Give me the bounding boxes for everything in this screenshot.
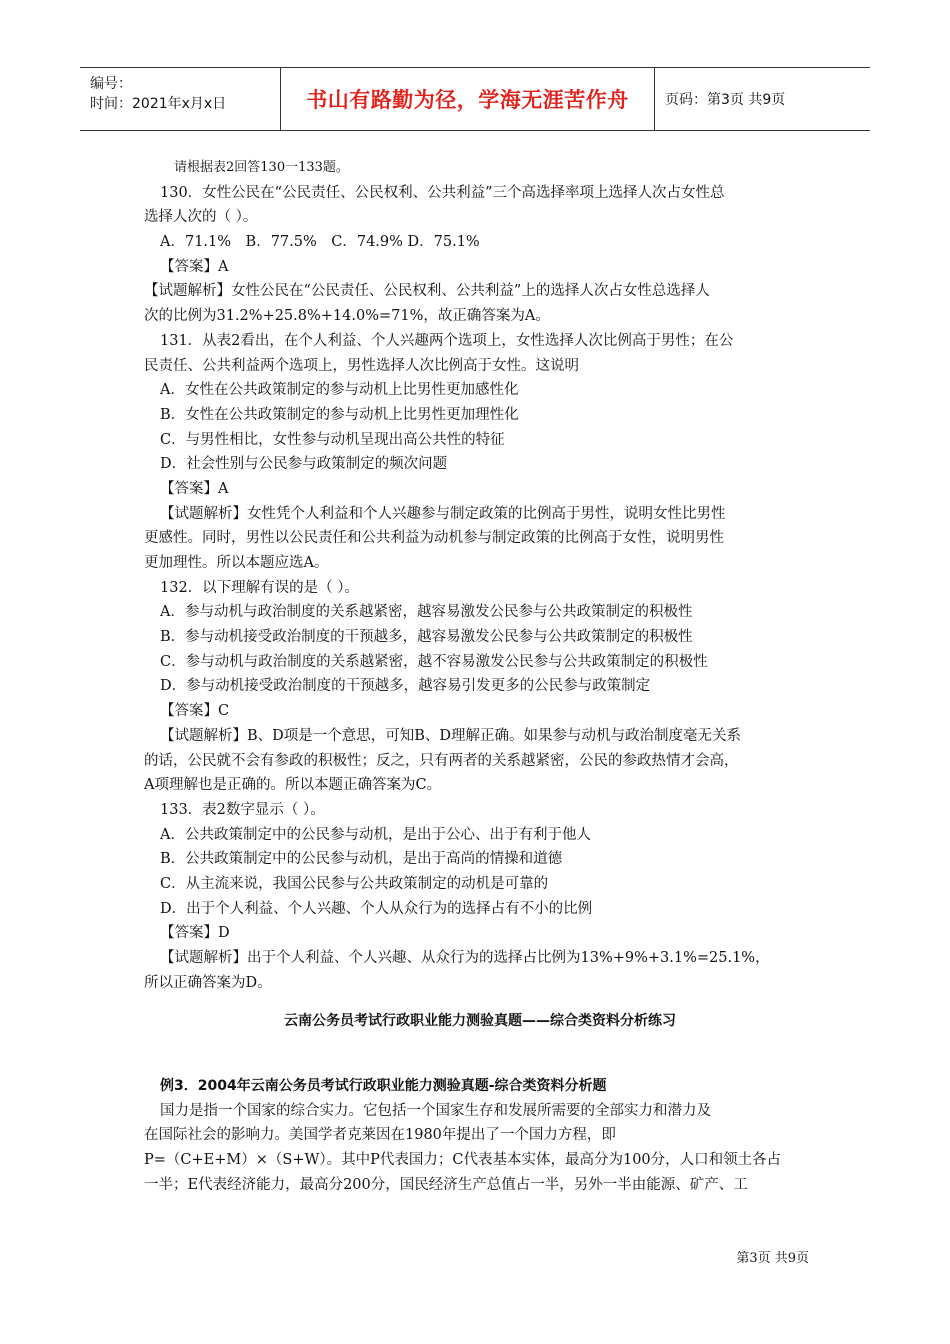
question-131-cont: 民责任、公共利益两个选项上，男性选择人次比例高于女性。这说明 bbox=[144, 357, 579, 374]
analysis-131: 【试题解析】女性凭个人利益和个人兴趣参与制定政策的比例高于男性，说明女性比男性 bbox=[160, 505, 726, 522]
option-132-b: B．参与动机接受政治制度的干预越多，越容易激发公民参与公共政策制定的积极性 bbox=[160, 629, 693, 646]
page-footer: 第3页 共9页 bbox=[736, 1251, 809, 1266]
paragraph-line: 在国际社会的影响力。美国学者克莱因在1980年提出了一个国力方程，即 bbox=[144, 1127, 616, 1144]
option-133-c: C．从主流来说，我国公民参与公共政策制定的动机是可靠的 bbox=[160, 875, 549, 892]
option-132-c: C．参与动机与政治制度的关系越紧密，越不容易激发公民参与公共政策制定的积极性 bbox=[160, 653, 708, 670]
question-132: 132．以下理解有误的是（ ）。 bbox=[160, 579, 360, 596]
number-label: 编号： bbox=[90, 76, 132, 92]
time-label: 时间：2021年x月x日 bbox=[90, 96, 227, 112]
option-131-c: C．与男性相比，女性参与动机呈现出高公共性的特征 bbox=[160, 431, 505, 448]
question-130-cont: 选择人次的（ ）。 bbox=[144, 209, 258, 226]
question-131: 131．从表2看出，在个人利益、个人兴趣两个选项上，女性选择人次比例高于男性；在公 bbox=[160, 332, 734, 349]
option-131-b: B．女性在公共政策制定的参与动机上比男性更加理性化 bbox=[160, 406, 519, 423]
analysis-130: 【试题解析】女性公民在“公民责任、公民权利、公共利益”上的选择人次占女性总选择人 bbox=[144, 283, 710, 300]
option-133-a: A．公共政策制定中的公民参与动机，是出于公心、出于有利于他人 bbox=[160, 826, 591, 843]
document-body bbox=[144, 156, 816, 1198]
analysis-131-cont: 更感性。同时，男性以公民责任和公共利益为动机参与制定政策的比例高于女性，说明男性 bbox=[144, 530, 724, 547]
option-133-b: B．公共政策制定中的公民参与动机，是出于高尚的情操和道德 bbox=[160, 851, 563, 868]
instruction-line: 请根据表2回答130一133题。 bbox=[174, 160, 349, 175]
page-header bbox=[80, 67, 870, 131]
answer-132: 【答案】C bbox=[160, 703, 230, 720]
question-133: 133．表2数字显示（ ）。 bbox=[160, 801, 325, 818]
answer-130: 【答案】A bbox=[160, 258, 229, 275]
option-132-d: D．参与动机接受政治制度的干预越多，越容易引发更多的公民参与政策制定 bbox=[160, 678, 651, 695]
analysis-132-cont: 的话，公民就不会有参政的积极性；反之，只有两者的关系越紧密，公民的参政热情才会高， bbox=[144, 752, 739, 769]
analysis-133: 【试题解析】出于个人利益、个人兴趣、从众行为的选择占比例为13%+9%+3.1%=25.1%， bbox=[160, 950, 770, 966]
analysis-132: 【试题解析】B、D项是一个意思，可知B、D理解正确。如果参与动机与政治制度毫无关系 bbox=[160, 727, 742, 744]
paragraph-line: 国力是指一个国家的综合实力。它包括一个国家生存和发展所需要的全部实力和潜力及 bbox=[160, 1102, 711, 1119]
option-132-a: A．参与动机与政治制度的关系越紧密，越容易激发公民参与公共政策制定的积极性 bbox=[160, 604, 693, 621]
analysis-130-cont: 次的比例为31.2%+25.8%+14.0%=71%，故正确答案为A。 bbox=[144, 308, 550, 325]
option-133-d: D．出于个人利益、个人兴趣、个人从众行为的选择占有不小的比例 bbox=[160, 900, 593, 917]
paragraph-line: P=（C+E+M）×（S+W）。其中P代表国力；C代表基本实体，最高分为100分，人口和领土各占 bbox=[144, 1152, 782, 1169]
option-131-a: A．女性在公共政策制定的参与动机上比男性更加感性化 bbox=[160, 382, 519, 399]
options-130: A．71.1% B．77.5% C．74.9% D．75.1% bbox=[160, 234, 480, 251]
answer-133: 【答案】D bbox=[160, 925, 230, 942]
header-meta bbox=[80, 68, 281, 130]
paragraph-line: 一半；E代表经济能力，最高分200分，国民经济生产总值占一半，另外一半由能源、矿产、工 bbox=[144, 1176, 748, 1193]
header-motto: 书山有路勤为径，学海无涯苦作舟 bbox=[281, 68, 655, 130]
analysis-133-cont: 所以正确答案为D。 bbox=[144, 974, 272, 991]
option-131-d: D．社会性别与公民参与政策制定的频次问题 bbox=[160, 456, 448, 473]
answer-131: 【答案】A bbox=[160, 480, 229, 497]
header-page-label: 页码：第3页 共9页 bbox=[665, 92, 786, 108]
section-title: 云南公务员考试行政职业能力测验真题——综合类资料分析练习 bbox=[284, 1013, 676, 1030]
analysis-131-end: 更加理性。所以本题应选A。 bbox=[144, 555, 329, 571]
example-title: 例3．2004年云南公务员考试行政职业能力测验真题-综合类资料分析题 bbox=[160, 1078, 607, 1095]
analysis-132-end: A项理解也是正确的。所以本题正确答案为C。 bbox=[144, 777, 442, 794]
question-130: 130．女性公民在“公民责任、公民权利、公共利益”三个高选择率项上选择人次占女性总 bbox=[160, 184, 725, 201]
